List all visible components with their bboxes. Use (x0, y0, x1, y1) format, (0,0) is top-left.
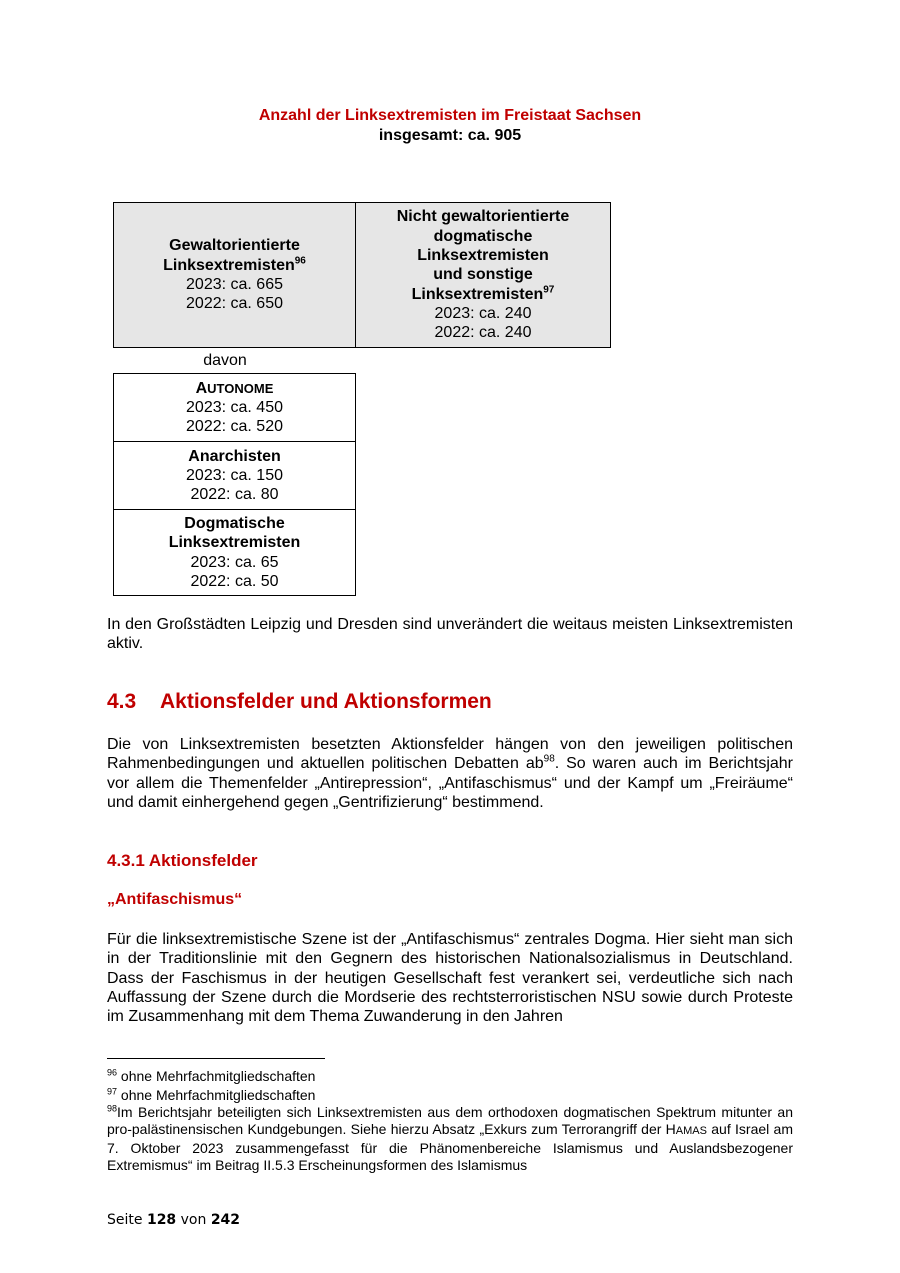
footnote-ref-97: 97 (543, 284, 555, 296)
section-title: Aktionsfelder und Aktionsformen (160, 690, 492, 713)
footer-page-number: 128 (146, 1212, 177, 1228)
box-nonviolent-label2: dogmatische (433, 227, 533, 245)
box-anarchisten-2023: 2023: ca. 150 (186, 466, 283, 484)
box-autonome-label-first: A (195, 379, 208, 397)
footnote-98-hamas-rest: AMAS (675, 1125, 707, 1137)
box-nonviolent-2023: 2023: ca. 240 (434, 304, 532, 322)
box-autonome-label-rest: UTONOME (207, 380, 274, 396)
footnote-96-number: 96 (107, 1067, 118, 1078)
paragraph-cities: In den Großstädten Leipzig und Dresden sind unverändert die weitaus meisten Linksextremisten aktiv. (107, 616, 793, 653)
footnote-ref-98: 98 (543, 753, 555, 765)
box-nonviolent-extremists (355, 202, 611, 348)
chart-title-block (0, 106, 900, 146)
box-violent-2022: 2022: ca. 650 (186, 295, 283, 313)
chart-title: Anzahl der Linksextremisten im Freistaat Sachsen (258, 107, 642, 124)
footnote-98-part1: Im Berichtsjahr beteiligten sich Linksextremisten aus dem orthodoxen dogmatischen Spektrum mitunter an pro-palästinensischen Kundgebungen. Siehe hierzu Absatz „Exkurs zum Terrorangriff der (107, 1104, 793, 1137)
box-autonome-2022: 2022: ca. 520 (186, 418, 283, 436)
footnote-ref-96: 96 (294, 255, 306, 267)
footnote-98-number: 98 (107, 1103, 118, 1114)
box-autonome-2023: 2023: ca. 450 (186, 398, 283, 416)
box-nonviolent-label4: und sonstige (433, 266, 533, 284)
paragraph-aktionsfelder-part2: . So waren auch im Berichtsjahr vor allem die Themenfelder „Antirepression“, „Antifaschismus“ und der Kampf um „Freiräume“ und damit einhergehend gegen „Gentrifizierung“ bestimmend. (107, 755, 793, 811)
paragraph-antifaschismus: Für die linksextremistische Szene ist der „Antifaschismus“ zentrales Dogma. Hier sieht man sich in der Traditionslinie mit den Gegnern des historischen Nationalsozialismus in Deutschland. Dass der Faschismus in der heutigen Gesellschaft fest verankert sei, verdeutliche sich nach Auffassung der Szene durch die Mordserie des rechtsterroristischen NSU sowie durch Proteste im Zusammenhang mit dem Thema Zuwanderung in den Jahren (107, 931, 793, 1026)
page-footer (107, 1212, 240, 1228)
section-number: 4.3 (107, 690, 137, 713)
box-nonviolent-label5 (412, 285, 555, 304)
box-nonviolent-label3: Linksextremisten (417, 247, 549, 265)
box-nonviolent-2022: 2022: ca. 240 (434, 324, 532, 342)
footnote-98 (107, 1104, 793, 1174)
box-anarchisten-label: Anarchisten (188, 447, 281, 465)
box-violent-label2-text: Linksextremisten (163, 256, 295, 274)
footnote-96 (107, 1068, 793, 1085)
box-nonviolent-label5-text: Linksextremisten (411, 285, 544, 303)
footnote-97-text: ohne Mehrfachmitgliedschaften (117, 1087, 316, 1103)
box-dogmatische-2022: 2022: ca. 50 (190, 572, 279, 590)
footnote-97-number: 97 (107, 1086, 118, 1097)
davon-label: davon (203, 352, 247, 369)
box-dogmatische-label1: Dogmatische (184, 514, 285, 532)
box-violent-label2 (163, 256, 306, 275)
box-anarchisten-2022: 2022: ca. 80 (190, 486, 279, 504)
box-dogmatische-2023: 2023: ca. 65 (190, 553, 279, 571)
footnote-97 (107, 1087, 793, 1104)
footer-total-pages: 242 (210, 1212, 241, 1228)
paragraph-aktionsfelder (107, 735, 793, 812)
subsubsection-heading: „Antifaschismus“ (107, 891, 243, 908)
box-violent-2023: 2023: ca. 665 (186, 276, 283, 293)
footnote-98-hamas-first: H (665, 1121, 676, 1137)
box-autonome-label (196, 379, 274, 398)
box-violent-extremists (113, 202, 356, 348)
section-heading (107, 690, 492, 714)
box-nonviolent-label1: Nicht gewaltorientierte (396, 208, 570, 226)
footnote-divider (107, 1058, 325, 1059)
footer-middle: von (176, 1212, 211, 1228)
box-autonome (113, 373, 356, 442)
box-dogmatische (113, 509, 356, 596)
footnote-98-part2: auf Israel am 7. Oktober 2023 zusammengefasst für die Phänomenbereiche Islamismus und Auslandsbezogener Extremismus“ im Beitrag II.5.3 Erscheinungsformen des Islamismus (107, 1121, 793, 1173)
box-violent-label1: Gewaltorientierte (169, 237, 300, 255)
box-anarchisten (113, 441, 356, 510)
footer-prefix: Seite (107, 1212, 147, 1228)
box-dogmatische-label2: Linksextremisten (168, 534, 301, 552)
subsection-heading: 4.3.1 Aktionsfelder (107, 851, 258, 870)
chart-total: insgesamt: ca. 905 (378, 127, 522, 144)
paragraph-aktionsfelder-part1: Die von Linksextremisten besetzten Aktionsfelder hängen von den jeweiligen politischen Rahmenbedingungen und aktuellen politischen Debatten ab (107, 736, 793, 773)
footnote-96-text: ohne Mehrfachmitgliedschaften (117, 1068, 316, 1084)
